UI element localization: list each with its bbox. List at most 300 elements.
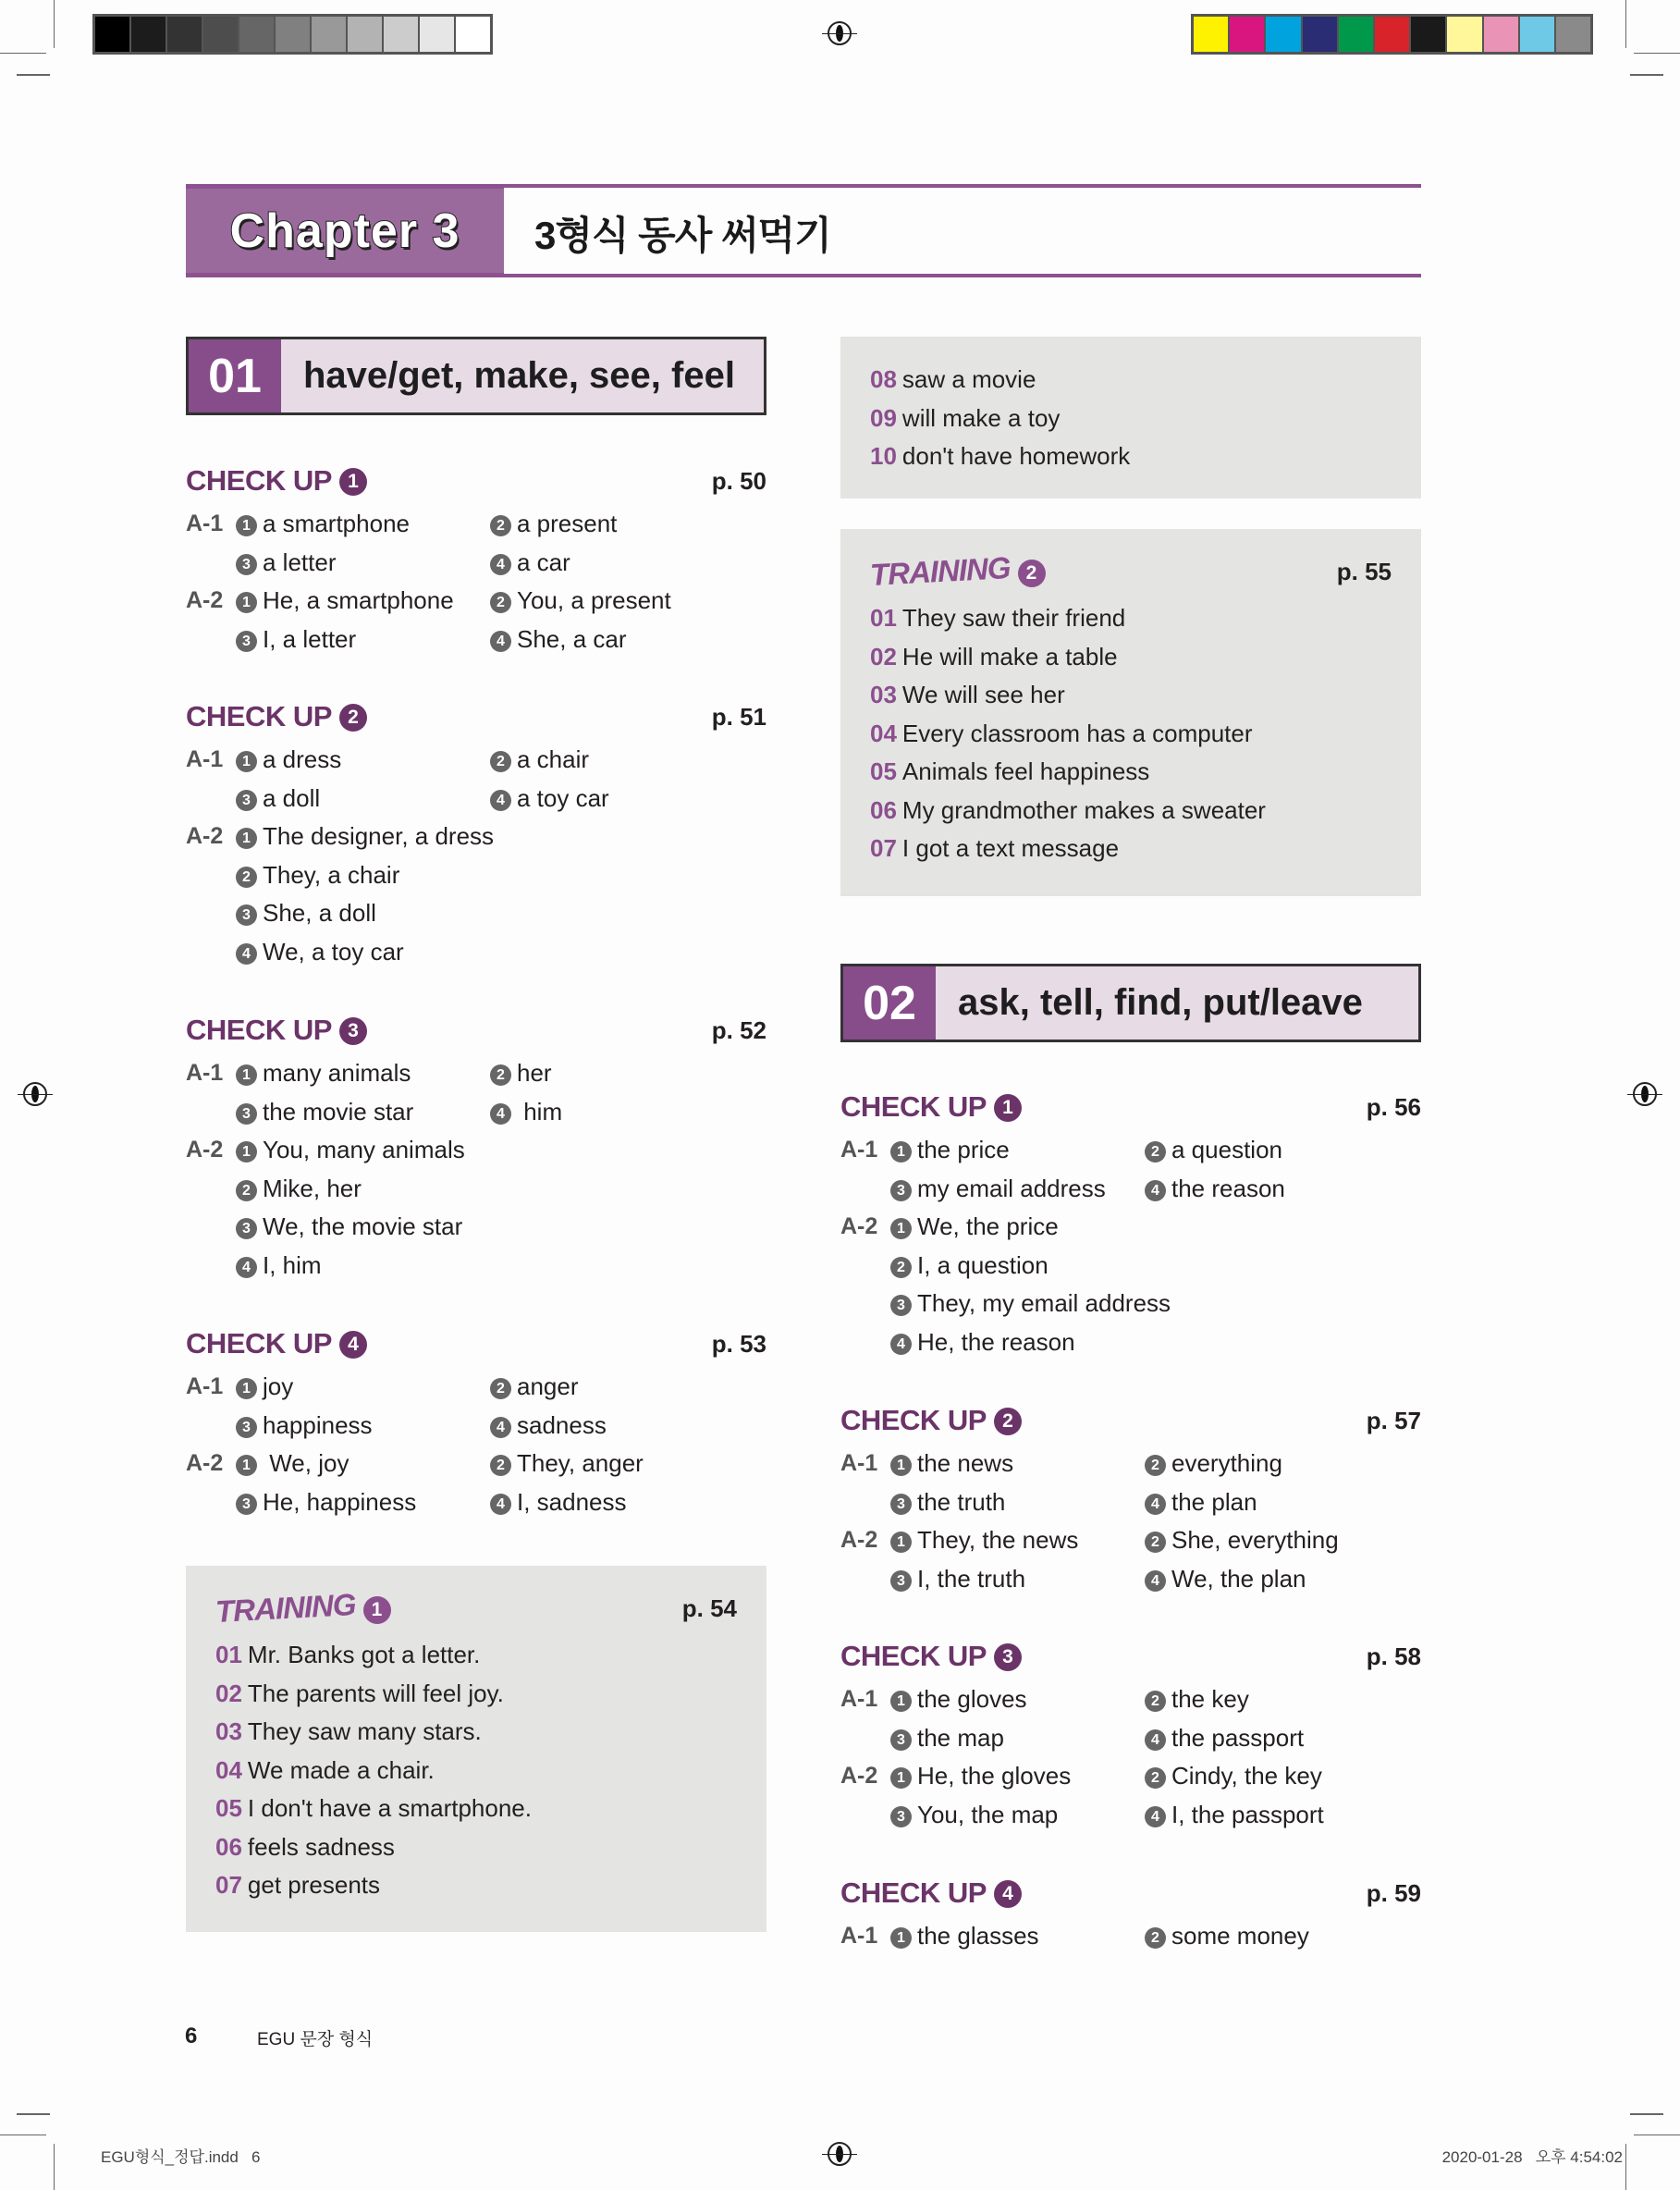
chapter-label-box [186, 184, 504, 277]
color-swatch [1447, 17, 1483, 52]
check-up-section [186, 1323, 766, 1521]
answer-text: I got a text message [901, 834, 1120, 862]
answer-row [840, 1170, 1421, 1209]
answer-text: him [517, 1097, 563, 1126]
answer-text: her [517, 1059, 552, 1087]
answer-text: We, joy [263, 1449, 349, 1477]
check-up-number-badge: 3 [339, 1017, 367, 1045]
answer-item [890, 1917, 1039, 1956]
answer-item [1145, 1719, 1304, 1758]
answer-item [236, 1368, 293, 1407]
answer-text: We, the plan [1171, 1564, 1306, 1593]
answer-item [236, 621, 356, 659]
chapter-rule-top [504, 184, 1421, 188]
slug-file-name: EGU형식_정답.indd 6 [101, 2148, 261, 2166]
answer-item [490, 1093, 562, 1132]
answer-row [186, 582, 766, 621]
exercise-label: A-2 [186, 587, 224, 613]
check-up-section [186, 1010, 766, 1285]
section-title: have/get, make, see, feel [303, 355, 735, 396]
answer-text: my email address [917, 1174, 1106, 1202]
answer-number: 06 [215, 1832, 242, 1861]
item-number-badge: 4 [236, 1257, 257, 1278]
item-number-badge: 1 [236, 1141, 257, 1163]
item-number-badge: 1 [236, 828, 257, 849]
crop-mark [1634, 53, 1680, 54]
training-header [870, 549, 1392, 594]
page-reference: p. 55 [1336, 558, 1392, 585]
training-answer-row [870, 599, 1392, 638]
item-number-badge: 2 [490, 1064, 511, 1086]
answer-item [236, 818, 494, 856]
color-swatch [1411, 17, 1447, 52]
answer-text: get presents [247, 1871, 381, 1899]
answer-row [186, 741, 766, 780]
check-up-title: CHECK UP [840, 1640, 987, 1672]
item-number-badge: 4 [1145, 1806, 1166, 1827]
answer-text: We, a toy car [263, 937, 404, 966]
answer-item [490, 544, 570, 583]
chapter-title: 3형식 동사 써먹기 [534, 214, 831, 257]
check-up-title: CHECK UP [840, 1404, 987, 1436]
answer-text: Animals feel happiness [901, 757, 1150, 785]
answer-text: Every classroom has a computer [901, 719, 1253, 747]
answer-number: 06 [870, 795, 897, 824]
section-number: 01 [189, 339, 281, 412]
answer-number: 01 [870, 604, 897, 632]
answer-text: The parents will feel joy. [247, 1679, 504, 1707]
item-number-badge: 2 [236, 1180, 257, 1201]
answer-number: 02 [870, 642, 897, 671]
section-banner-01 [186, 337, 766, 415]
gray-swatch [239, 17, 276, 52]
answer-item [890, 1796, 1058, 1835]
answer-row [186, 1483, 766, 1522]
answer-row [186, 1247, 766, 1286]
answer-item [236, 856, 399, 895]
item-number-badge: 1 [236, 751, 257, 772]
answer-text: She, a doll [263, 899, 376, 927]
item-number-badge: 4 [1145, 1180, 1166, 1201]
item-number-badge: 2 [1145, 1455, 1166, 1476]
registration-mark-icon [828, 21, 852, 45]
answer-text: I don't have a smartphone. [247, 1794, 532, 1822]
item-number-badge: 1 [236, 1378, 257, 1399]
answer-text: I, the passport [1171, 1800, 1324, 1828]
check-up-header [186, 1323, 766, 1364]
answer-text: She, a car [517, 624, 627, 653]
check-up-header [840, 1636, 1421, 1677]
answer-row [186, 1170, 766, 1209]
training-answer-row [870, 638, 1392, 677]
answer-number: 05 [215, 1794, 242, 1822]
answer-text: a chair [517, 745, 590, 773]
exercise-label: A-1 [186, 1373, 224, 1399]
answer-text: don't have homework [901, 442, 1131, 470]
item-number-badge: 3 [890, 1295, 912, 1316]
answer-text: You, the map [917, 1800, 1059, 1828]
answer-item [890, 1483, 1005, 1522]
answer-item [236, 1170, 362, 1209]
answer-item [490, 1054, 552, 1093]
check-up-number-badge: 2 [339, 704, 367, 732]
answer-item [236, 741, 341, 780]
gray-swatch [384, 17, 420, 52]
check-up-header [186, 696, 766, 737]
answer-text: We will see her [901, 681, 1065, 708]
training-number-badge: 2 [1018, 560, 1046, 587]
answer-item [1145, 1521, 1339, 1560]
answer-item [890, 1247, 1048, 1286]
exercise-label: A-1 [840, 1450, 878, 1476]
training-answer-row [870, 437, 1392, 476]
answer-text: I, him [263, 1250, 322, 1279]
check-up-number-badge: 2 [994, 1408, 1022, 1435]
gray-swatch [348, 17, 384, 52]
answer-row [186, 818, 766, 856]
item-number-badge: 1 [890, 1767, 912, 1789]
item-number-badge: 3 [236, 554, 257, 575]
answer-text: joy [263, 1372, 294, 1400]
crop-mark [1630, 2113, 1663, 2115]
item-number-badge: 1 [890, 1691, 912, 1712]
item-number-badge: 3 [236, 1417, 257, 1438]
answer-item [236, 582, 454, 621]
page-reference: p. 51 [711, 703, 766, 731]
item-number-badge: 3 [890, 1806, 912, 1827]
answer-row [186, 1054, 766, 1093]
item-number-badge: 1 [236, 515, 257, 536]
check-up-title: CHECK UP [186, 1014, 332, 1046]
answer-number: 10 [870, 442, 897, 470]
training-continued-box [840, 337, 1421, 498]
answer-row [186, 621, 766, 659]
answer-text: the movie star [263, 1097, 414, 1126]
item-number-badge: 3 [890, 1494, 912, 1515]
check-up-header [186, 1010, 766, 1051]
training-answer-row [870, 361, 1392, 400]
exercise-label: A-2 [840, 1763, 878, 1789]
training-answer-row [215, 1636, 737, 1675]
gray-swatch [312, 17, 348, 52]
exercise-label: A-1 [840, 1137, 878, 1163]
training-header [215, 1586, 737, 1630]
answer-number: 08 [870, 365, 897, 393]
answer-item [890, 1757, 1071, 1796]
answer-row [840, 1680, 1421, 1719]
answer-text: the gloves [917, 1685, 1027, 1713]
answer-text: the key [1171, 1685, 1249, 1713]
answer-row [840, 1719, 1421, 1758]
item-number-badge: 2 [1145, 1532, 1166, 1553]
registration-mark-icon [1633, 1082, 1657, 1106]
answer-number: 03 [870, 681, 897, 708]
answer-item [490, 582, 671, 621]
item-number-badge: 4 [490, 1494, 511, 1515]
answer-number: 07 [215, 1871, 242, 1899]
answer-item [490, 1445, 644, 1483]
color-swatch [1230, 17, 1266, 52]
section-banner-02 [840, 964, 1421, 1042]
answer-item [890, 1131, 1010, 1170]
answer-item [236, 1054, 411, 1093]
answer-item [236, 544, 337, 583]
answer-item [490, 1368, 579, 1407]
slug-timestamp: 2020-01-28 오후 4:54:02 [1441, 2148, 1623, 2166]
answer-text: I, a letter [263, 624, 357, 653]
answer-row [186, 780, 766, 818]
check-up-number-badge: 3 [994, 1643, 1022, 1671]
answer-text: We made a chair. [247, 1755, 435, 1784]
answer-text: I, a question [917, 1250, 1048, 1279]
answer-item [236, 1407, 373, 1446]
item-number-badge: 3 [890, 1570, 912, 1592]
answer-text: saw a movie [901, 365, 1036, 393]
training-answer-row [215, 1675, 737, 1714]
item-number-badge: 2 [1145, 1767, 1166, 1789]
crop-mark [54, 0, 55, 48]
item-number-badge: 2 [490, 1378, 511, 1399]
answer-row [840, 1445, 1421, 1483]
registration-mark-icon [23, 1082, 47, 1106]
check-up-header [840, 1873, 1421, 1913]
color-swatch [1194, 17, 1230, 52]
item-number-badge: 4 [1145, 1570, 1166, 1592]
page-reference: p. 50 [711, 467, 766, 495]
answer-row [840, 1483, 1421, 1522]
answer-row [186, 933, 766, 972]
answer-number: 09 [870, 403, 897, 432]
answer-item [236, 1208, 462, 1247]
answer-text: They, a chair [263, 860, 400, 889]
answer-row [186, 1131, 766, 1170]
answer-rows [840, 1680, 1421, 1834]
answer-text: a doll [263, 783, 321, 812]
answer-row [186, 544, 766, 583]
training-number-badge: 1 [363, 1596, 391, 1624]
answer-text: feels sadness [247, 1832, 395, 1861]
item-number-badge: 2 [490, 592, 511, 613]
answer-item [490, 1483, 627, 1522]
answer-text: a present [517, 510, 618, 537]
item-number-badge: 2 [1145, 1927, 1166, 1949]
answer-text: They, the news [917, 1526, 1079, 1554]
answer-text: The designer, a dress [263, 822, 495, 850]
item-number-badge: 3 [890, 1180, 912, 1201]
item-number-badge: 4 [490, 790, 511, 811]
item-number-badge: 1 [236, 592, 257, 613]
page-reference: p. 58 [1366, 1642, 1421, 1670]
answer-row [840, 1285, 1421, 1323]
answer-text: the glasses [917, 1922, 1039, 1950]
training-answer-row [870, 676, 1392, 715]
answer-text: She, everything [1171, 1526, 1339, 1554]
training-answer-row [870, 753, 1392, 792]
registration-mark-icon [828, 2142, 852, 2166]
item-number-badge: 1 [236, 1064, 257, 1086]
item-number-badge: 4 [490, 1417, 511, 1438]
answer-text: He, happiness [263, 1487, 417, 1516]
gray-swatch [456, 17, 490, 52]
exercise-label: A-1 [186, 511, 224, 536]
check-up-section [840, 1087, 1421, 1361]
section-number: 02 [843, 966, 936, 1040]
training-answer-row [215, 1713, 737, 1752]
item-number-badge: 3 [236, 790, 257, 811]
answer-number: 04 [870, 719, 897, 747]
answer-row [840, 1323, 1421, 1362]
answer-number: 05 [870, 757, 897, 785]
answer-row [186, 505, 766, 544]
answer-item [1145, 1680, 1249, 1719]
answer-item [890, 1445, 1013, 1483]
crop-mark [1630, 74, 1663, 76]
answer-text: He, the gloves [917, 1762, 1072, 1790]
training-answer-row [215, 1828, 737, 1867]
item-number-badge: 2 [236, 867, 257, 888]
answer-row [840, 1560, 1421, 1599]
answer-item [490, 621, 627, 659]
gray-swatch [167, 17, 203, 52]
item-number-badge: 2 [890, 1257, 912, 1278]
process-color-bar [1191, 14, 1593, 55]
training-box [840, 529, 1421, 896]
answer-item [236, 1247, 322, 1286]
answer-item [490, 505, 617, 544]
item-number-badge: 4 [236, 943, 257, 965]
check-up-section [840, 1873, 1421, 1956]
answer-text: many animals [263, 1059, 411, 1087]
answer-row [840, 1917, 1421, 1956]
crop-mark [1625, 0, 1626, 48]
answer-item [890, 1285, 1171, 1323]
answer-text: I, sadness [517, 1487, 627, 1516]
answer-text: the truth [917, 1487, 1006, 1516]
training-answer-row [870, 715, 1392, 754]
color-swatch [1556, 17, 1590, 52]
color-swatch [1375, 17, 1411, 52]
color-swatch [1339, 17, 1375, 52]
check-up-section [186, 696, 766, 971]
color-swatch [1266, 17, 1302, 52]
page-reference: p. 56 [1366, 1093, 1421, 1121]
answer-item [236, 1131, 465, 1170]
gray-swatch [131, 17, 167, 52]
answer-item [1145, 1560, 1306, 1599]
gray-swatch [203, 17, 239, 52]
answer-rows [840, 1131, 1421, 1361]
item-number-badge: 4 [490, 1103, 511, 1125]
item-number-badge: 2 [1145, 1141, 1166, 1163]
answer-item [236, 1483, 416, 1522]
page-reference: p. 57 [1366, 1407, 1421, 1434]
answer-row [840, 1247, 1421, 1286]
check-up-header [840, 1087, 1421, 1127]
page-reference: p. 59 [1366, 1879, 1421, 1907]
answer-item [890, 1521, 1078, 1560]
page-reference: p. 53 [711, 1330, 766, 1358]
answer-text: Mike, her [263, 1174, 362, 1202]
training-title: TRAINING [215, 1587, 357, 1629]
training-answer-row [215, 1752, 737, 1790]
item-number-badge: 2 [490, 751, 511, 772]
crop-mark [17, 2113, 50, 2115]
training-box [186, 1566, 766, 1932]
exercise-label: A-2 [840, 1213, 878, 1239]
crop-mark [0, 53, 46, 54]
answer-item [890, 1170, 1106, 1209]
answer-item [1145, 1796, 1324, 1835]
page-reference: p. 54 [681, 1594, 737, 1622]
training-title: TRAINING [869, 550, 1012, 592]
answer-item [236, 933, 404, 972]
answer-item [1145, 1483, 1257, 1522]
item-number-badge: 2 [490, 1455, 511, 1476]
grayscale-color-bar [92, 14, 493, 55]
answer-text: They, my email address [917, 1289, 1171, 1317]
item-number-badge: 2 [1145, 1691, 1166, 1712]
answer-text: You, many animals [263, 1136, 465, 1163]
answer-text: the reason [1171, 1174, 1285, 1202]
answer-text: happiness [263, 1410, 373, 1439]
check-up-title: CHECK UP [186, 464, 332, 497]
answer-item [1145, 1170, 1285, 1209]
answer-text: a letter [263, 548, 337, 576]
answer-text: I, the truth [917, 1564, 1026, 1593]
item-number-badge: 3 [236, 904, 257, 926]
answer-item [890, 1560, 1025, 1599]
item-number-badge: 4 [890, 1334, 912, 1355]
exercise-label: A-2 [186, 1450, 224, 1476]
answer-text: Cindy, the key [1171, 1762, 1322, 1790]
answer-item [890, 1680, 1027, 1719]
answer-text: everything [1171, 1449, 1282, 1477]
answer-text: the price [917, 1136, 1010, 1163]
training-answer-row [870, 792, 1392, 830]
gray-swatch [95, 17, 131, 52]
answer-item [890, 1208, 1059, 1247]
answer-text: the map [917, 1723, 1004, 1752]
answer-row [840, 1521, 1421, 1560]
answer-item [236, 505, 410, 544]
answer-item [236, 1445, 349, 1483]
color-swatch [1303, 17, 1339, 52]
item-number-badge: 1 [890, 1218, 912, 1239]
color-swatch [1520, 17, 1556, 52]
answer-item [890, 1719, 1004, 1758]
answer-text: Mr. Banks got a letter. [247, 1641, 481, 1668]
answer-row [186, 1093, 766, 1132]
check-up-section [840, 1636, 1421, 1834]
answer-text: You, a present [517, 586, 671, 614]
answer-rows [186, 1054, 766, 1285]
check-up-header [186, 461, 766, 501]
answer-rows [186, 1368, 766, 1521]
answer-rows [186, 741, 766, 971]
answer-text: They, anger [517, 1449, 644, 1477]
answer-rows [840, 1445, 1421, 1598]
item-number-badge: 4 [490, 631, 511, 652]
answer-text: We, the movie star [263, 1212, 463, 1240]
answer-text: the plan [1171, 1487, 1257, 1516]
answer-text: a smartphone [263, 510, 410, 537]
chapter-label: Chapter 3 [229, 203, 460, 258]
check-up-number-badge: 1 [339, 468, 367, 496]
answer-number: 01 [215, 1641, 242, 1668]
answer-text: My grandmother makes a sweater [901, 795, 1266, 824]
answer-text: a dress [263, 745, 342, 773]
item-number-badge: 1 [890, 1532, 912, 1553]
